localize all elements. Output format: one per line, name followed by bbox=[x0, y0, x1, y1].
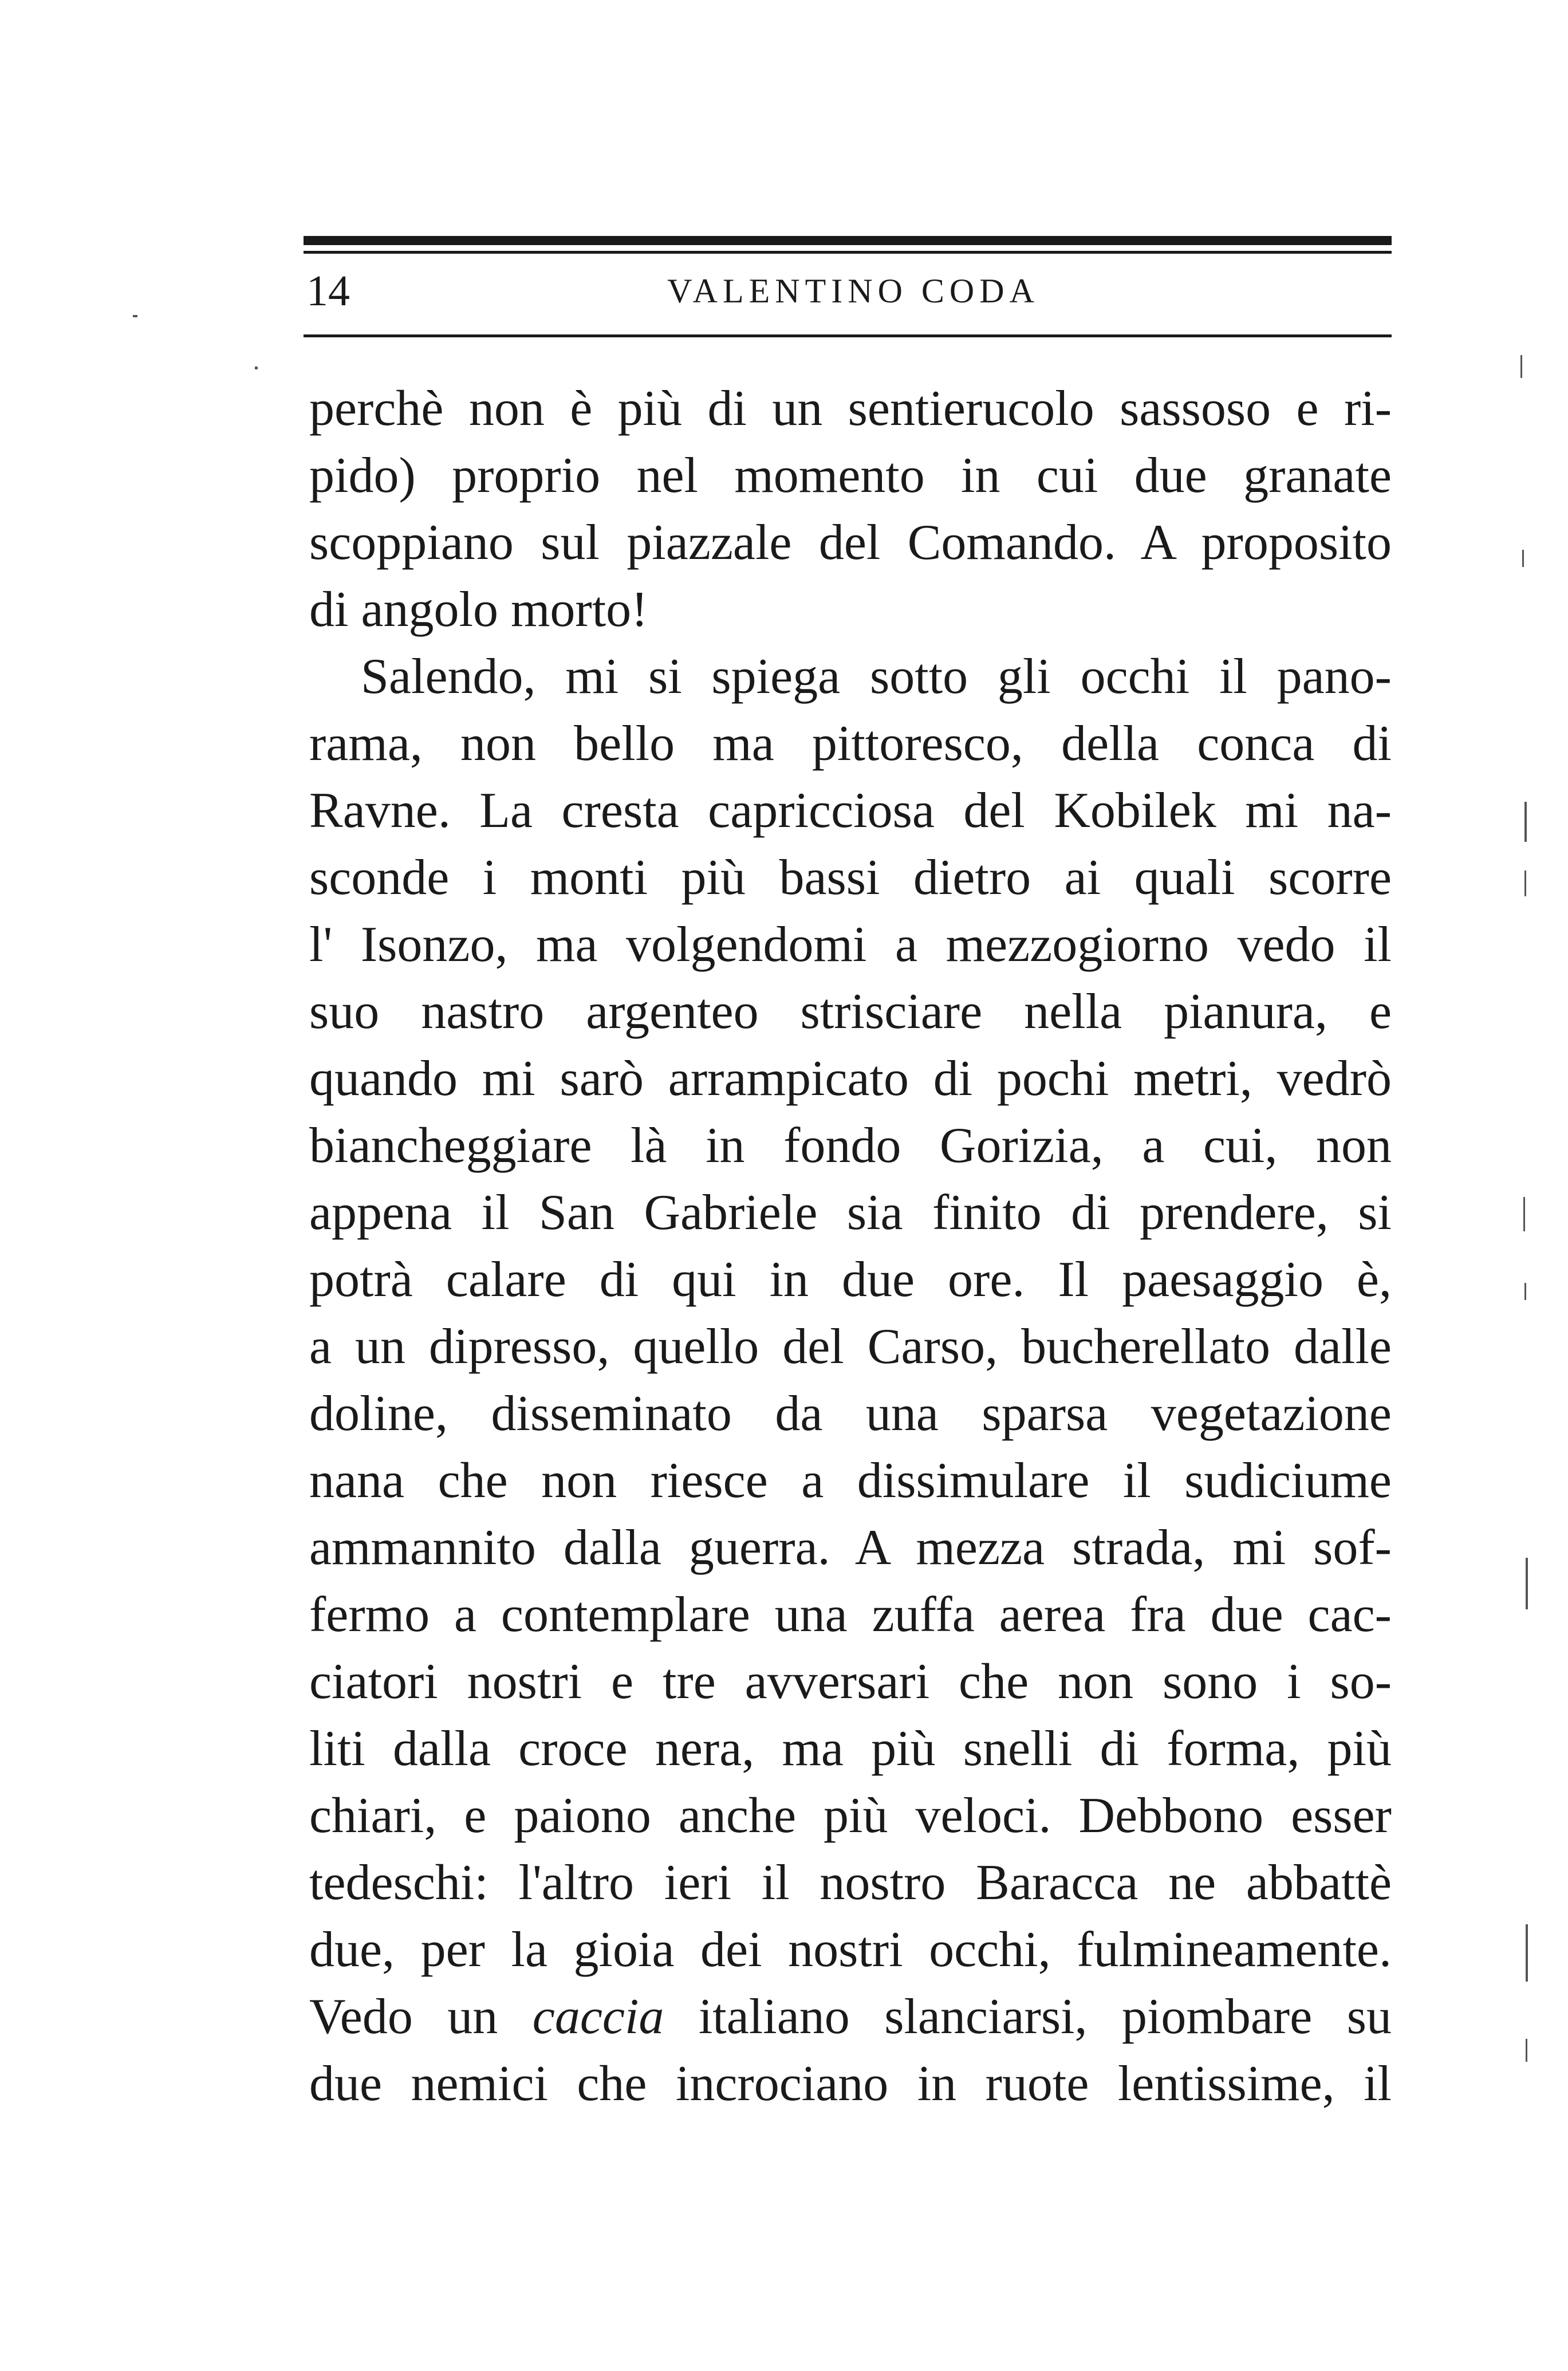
scan-speck bbox=[1520, 355, 1522, 378]
header-underline-rule bbox=[304, 334, 1392, 337]
text-line: Ravne. La cresta capricciosa del Kobilek mi na- bbox=[309, 783, 1392, 838]
text-line: potrà calare di qui in due ore. Il paesaggio è, bbox=[309, 1252, 1392, 1307]
text-line: perchè non è più di un sentierucolo sassoso e ri- bbox=[309, 381, 1392, 436]
text-line: tedeschi: l'altro ieri il nostro Baracca ne abbattè bbox=[309, 1855, 1392, 1911]
text-line: nana che non riesce a dissimulare il sudiciume bbox=[309, 1453, 1392, 1509]
italic-word: caccia bbox=[532, 1989, 664, 2045]
scan-speck bbox=[1522, 550, 1524, 567]
text-line: a un dipresso, quello del Carso, bucherellato dalle bbox=[309, 1319, 1392, 1374]
scan-speck bbox=[1526, 2039, 1527, 2062]
text-line: ammannito dalla guerra. A mezza strada, mi sof- bbox=[309, 1520, 1392, 1576]
scan-speck bbox=[255, 367, 258, 369]
text-line: rama, non bello ma pittoresco, della conca di bbox=[309, 716, 1392, 771]
text-segment: italiano slanciarsi, piombare su bbox=[664, 1989, 1392, 2045]
running-title: VALENTINO CODA bbox=[667, 272, 1039, 310]
text-line: sconde i monti più bassi dietro ai quali scorre bbox=[309, 850, 1392, 905]
text-line: fermo a contemplare una zuffa aerea fra due cac- bbox=[309, 1587, 1392, 1643]
scan-speck bbox=[1524, 802, 1527, 842]
scan-speck bbox=[1526, 1924, 1528, 1982]
scan-speck bbox=[133, 315, 137, 317]
text-line: appena il San Gabriele sia finito di prendere, si bbox=[309, 1185, 1392, 1240]
scan-speck bbox=[1524, 1283, 1526, 1300]
text-line-paragraph-start: Salendo, mi si spiega sotto gli occhi il pano- bbox=[361, 649, 1392, 704]
text-line: due nemici che incrociano in ruote lentissime, il bbox=[309, 2056, 1392, 2112]
text-line: l' Isonzo, ma volgendomi a mezzogiorno vedo il bbox=[309, 917, 1392, 972]
scan-speck bbox=[1523, 1197, 1525, 1231]
text-line: liti dalla croce nera, ma più snelli di forma, più bbox=[309, 1721, 1392, 1777]
text-line: quando mi sarò arrampicato di pochi metri, vedrò bbox=[309, 1051, 1392, 1106]
page-number: 14 bbox=[306, 267, 350, 315]
text-line: pido) proprio nel momento in cui due granate bbox=[309, 448, 1392, 503]
text-line: due, per la gioia dei nostri occhi, fulmineamente. bbox=[309, 1922, 1392, 1978]
text-segment: Vedo un bbox=[309, 1989, 533, 2045]
text-line: suo nastro argenteo strisciare nella pianura, e bbox=[309, 984, 1392, 1039]
text-line: di angolo morto! bbox=[309, 582, 648, 637]
scan-speck bbox=[1526, 1558, 1528, 1609]
text-line: ciatori nostri e tre avversari che non sono i so- bbox=[309, 1654, 1392, 1710]
text-line: chiari, e paiono anche più veloci. Debbono esser bbox=[309, 1788, 1392, 1844]
scan-speck bbox=[1524, 871, 1526, 896]
body-text bbox=[309, 375, 1392, 2117]
text-line-with-italic bbox=[309, 1983, 1392, 2050]
header-rule-thick bbox=[304, 236, 1392, 245]
header-rule-thin bbox=[304, 251, 1392, 254]
text-line: biancheggiare là in fondo Gorizia, a cui, non bbox=[309, 1118, 1392, 1173]
text-line: scoppiano sul piazzale del Comando. A proposito bbox=[309, 515, 1392, 570]
text-line: doline, disseminato da una sparsa vegetazione bbox=[309, 1386, 1392, 1441]
